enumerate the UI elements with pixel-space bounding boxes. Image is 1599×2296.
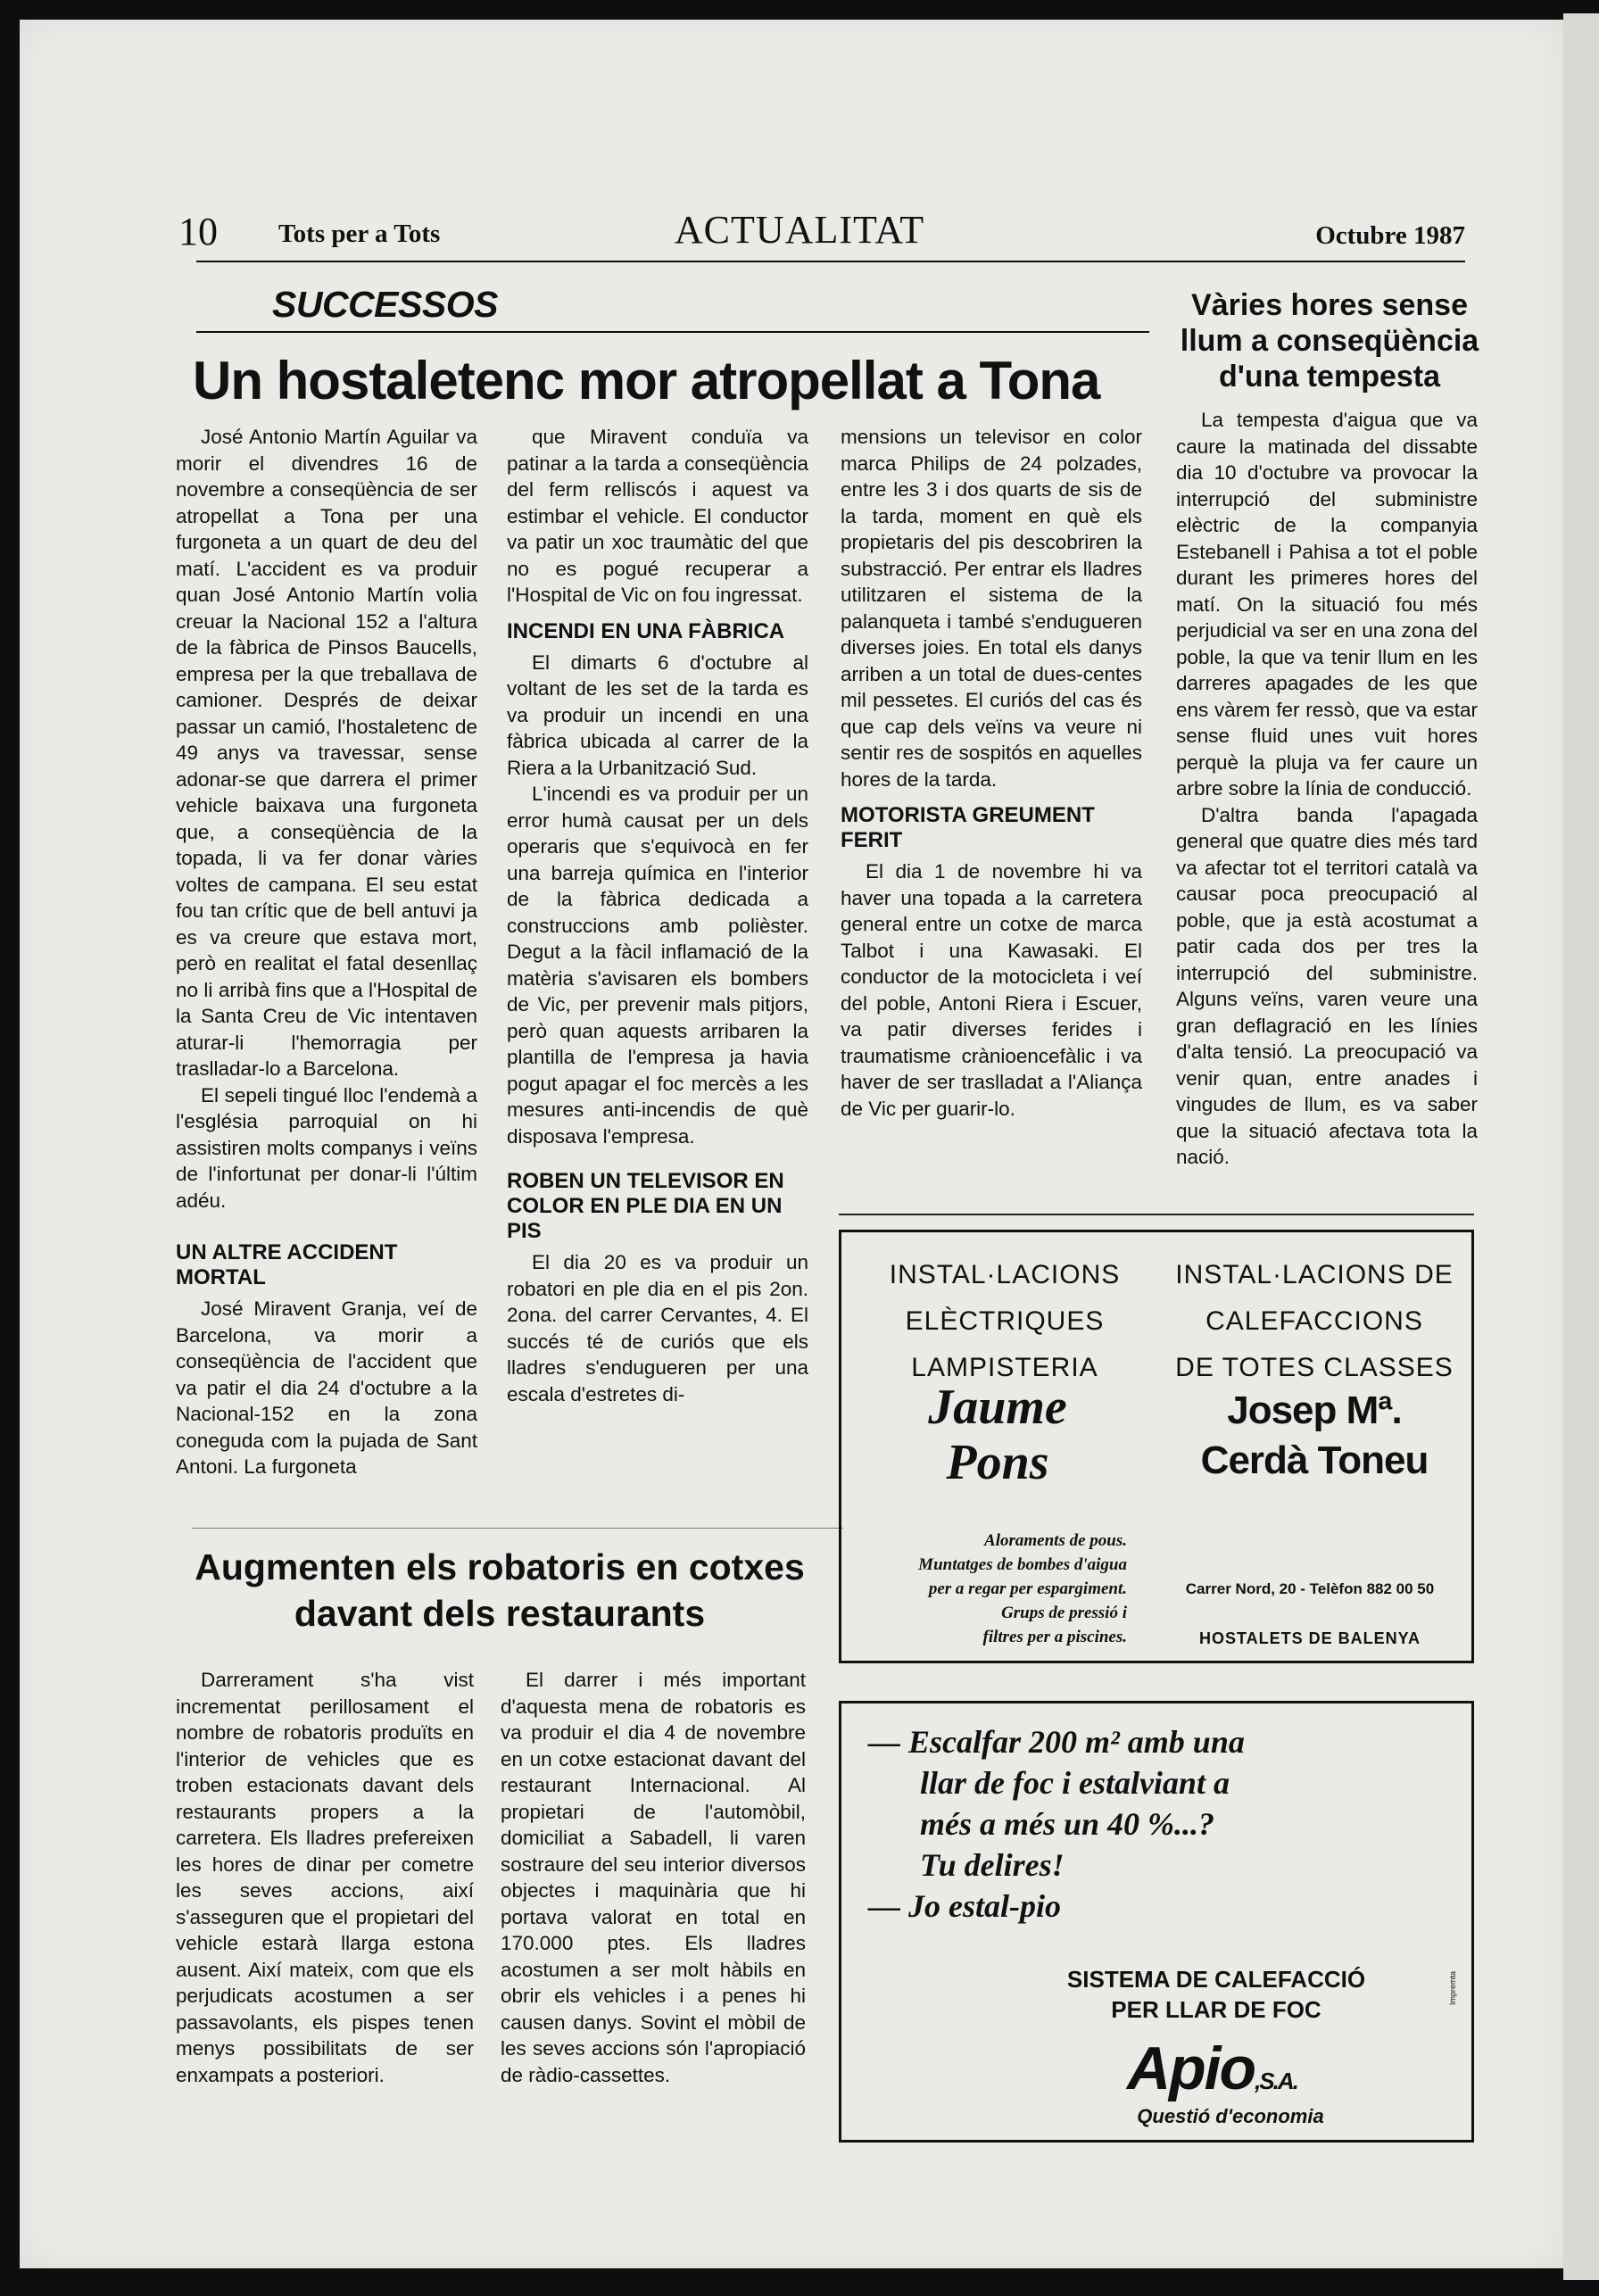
ad-line: Cerdà Toneu <box>1200 1438 1429 1482</box>
paragraph: mensions un televisor en color marca Philips de 24 polzades, entre les 3 i dos quarts de sis de la tarda, moment en què els propietaris del pis descobriren la substracció. Per entrar els lladres utilitzaren el sistema de la palanqueta i també s'endugueren diverses joies. En total els danys arriben a un total de dues-centes mil pessetes. El curiós del cas és que cap dels veïns va veure ni sentir res de sospitós en aquelles hores de la tarda. <box>841 426 1142 791</box>
main-headline: Un hostaletenc mor atropellat a Tona <box>193 351 1100 410</box>
issue-date: Octubre 1987 <box>1315 221 1465 250</box>
ad-line: Josep Mª. <box>1227 1388 1402 1432</box>
ad-services-list <box>850 1529 1127 1649</box>
article-column-2 <box>507 424 808 1407</box>
paragraph: El darrer i més important d'aquesta mena de robatoris es va produir el dia 4 de novembre en un cotxe estacionat davant del restaurant Internacional. Al propietari de l'automòbil, domiciliat a Sabadell, li varen sostraure del seu interior diversos objectes i maquinària que hi portava valorat en total en 170.000 ptes. Els lladres acostumen a ser molt hàbils en obrir els vehicles i a penes hi causen danys. Sovint el mòbil de les seves accions són l'apropiació de ràdio-cassettes. <box>501 1669 806 2086</box>
sidebar-column <box>1176 407 1478 1171</box>
kicker-rule <box>196 331 1149 333</box>
ad-line: Grups de pressió i <box>1001 1604 1127 1622</box>
logo-text: Apio <box>1127 2035 1255 2102</box>
paragraph: El dia 20 es va produir un robatori en ple dia en el pis 2on. 2ona. del carrer Cervantes, 4. El succés té de curiós que els lladres s'endugueren per una escala d'estretes di- <box>507 1251 808 1405</box>
ad-line: — Escalfar 200 m² amb una <box>868 1724 1245 1760</box>
paragraph: El dimarts 6 d'octubre al voltant de les set de la tarda es va produir un incendi en una fàbrica ubicada al carrer de la Riera a la Urbanització Sud. <box>507 651 808 779</box>
paragraph: L'incendi es va produir per un error humà causat per un dels operaris que s'equivocà en fer una barreja química en l'interior de la fàbrica dedicada a construccions amb polièster. Degut a la fàcil inflamació de la matèria s'avisaren els bombers de Vic, per prevenir mals pitjors, però quan aquests arribaren la plantilla de l'empresa ja havia pogut apagar el foc mercès a les mesures anti-incendis de què disposava l'empresa. <box>507 783 808 1148</box>
paragraph: El sepeli tingué lloc l'endemà a l'església parroquial on hi assistiren molts companys i veïns de l'infortunat per donar-li l'últim adéu. <box>176 1083 477 1212</box>
paragraph: Darrerament s'ha vist incrementat perillosament el nombre de robatoris produïts en l'interior de vehicles que es troben estacionats davant dels restaurants propers a la carretera. Els lladres prefereixen les hores de dinar per cometre les seves accions, així s'asseguren que el propietari del vehicle estarà llarga estona ausent. Així mateix, com que els perjudicats acostumen a ser passavolants, els pispes tenen menys possibilitats de ser enxampats a posteriori. <box>176 1669 474 2086</box>
ad-right-services <box>1172 1252 1457 1391</box>
ad-town: HOSTALETS DE BALENYA <box>1198 1629 1421 1647</box>
logo-suffix: ,S.A. <box>1255 2068 1297 2094</box>
section-title: ACTUALITAT <box>674 208 925 252</box>
ad-line: Muntatges de bombes d'aigua <box>918 1555 1127 1574</box>
second-column-2 <box>501 1667 806 2088</box>
publication-name: Tots per a Tots <box>278 220 441 248</box>
header-rule <box>196 261 1465 262</box>
second-headline: Augmenten els robatoris en cotxes davant dels restaurants <box>195 1546 805 1634</box>
ad-line: ELÈCTRIQUES <box>905 1306 1105 1336</box>
ad-line: — Jo estal-pio <box>868 1888 1061 1924</box>
ad-line: INSTAL·LACIONS <box>889 1260 1121 1289</box>
ad-line: Jaume <box>928 1380 1067 1435</box>
section-separator <box>192 1528 843 1529</box>
ad-line: DE TOTES CLASSES <box>1175 1353 1454 1382</box>
sidebar-headline: Vàries hores sense llum a conseqüència d'una tempesta <box>1180 288 1479 394</box>
ad-line: Tu delires! <box>920 1847 1065 1883</box>
page-edge <box>1563 13 1599 2280</box>
paragraph: La tempesta d'aigua que va caure la matinada del dissabte dia 10 d'octubre va provocar la interrupció del subministre elèctric de la companyia Estebanell i Pahisa a tot el poble durant les primeres hores del matí. On la situació fou més perjudicial va ser en una zona del poble, la que va tenir llum en les darreres apagades de les que ens vàrem fer ressò, que va estar sense fluid unes vuit hores perquè la pluja va fer caure un arbre sobre la línia de conducció. <box>1176 409 1478 800</box>
ad-line: Aloraments de pous. <box>984 1531 1127 1550</box>
page-number: 10 <box>178 210 218 253</box>
ad-line: Pons <box>946 1435 1049 1490</box>
ad-pio <box>839 1701 1474 2143</box>
ad-line: SISTEMA DE CALEFACCIÓ <box>1066 1966 1366 1993</box>
paragraph: que Miravent conduïa va patinar a la tarda a conseqüència del ferm relliscós i aquest va estimbar el vehicle. El conductor va patir un xoc traumàtic del que no es pogué recuperar a l'Hospital de Vic on fou ingressat. <box>507 426 808 606</box>
subheading: INCENDI EN UNA FÀBRICA <box>507 618 785 643</box>
subheading: MOTORISTA GREUMENT FERIT <box>841 803 1095 852</box>
ad-top-rule <box>839 1214 1474 1215</box>
second-column-1 <box>176 1667 474 2088</box>
subheading: ROBEN UN TELEVISOR EN COLOR EN PLE DIA EN UN PIS <box>507 1169 784 1243</box>
pio-logo <box>1127 2034 1297 2103</box>
ad-installations <box>839 1230 1474 1663</box>
article-column-3 <box>841 424 1142 1122</box>
paragraph: José Miravent Granja, veí de Barcelona, va morir a conseqüència de l'accident que va patir el dia 24 d'octubre a la Nacional-152 en la zona coneguda com la pujada de Sant Antoni. La furgoneta <box>176 1297 477 1478</box>
paragraph: José Antonio Martín Aguilar va morir el divendres 16 de novembre a conseqüència de ser atropellat a Tona per una furgoneta a un quart de deu del matí. L'accident es va produir quan José Antonio Martín volia creuar la Nacional 152 a l'altura de la fàbrica de Pinsos Baucells, empresa per la que treballava de camioner. Després de deixar passar un camió, l'hostaletenc de 49 anys va travessar, sense adonar-se que darrera el primer vehicle baixava una furgoneta que, a conseqüència de la topada, li va fer donar vàries voltes de campana. El seu estat fou tan crític que de bell antuvi ja es va creure que estava mort, però en realitat el fatal desenllaç no li arribà fins que a l'Hospital de la Santa Creu de Vic intentaven aturar-li l'hemorragia per traslladar-lo a Barcelona. <box>176 426 477 1080</box>
ad-left-services <box>857 1252 1152 1391</box>
ad-tagline: Questió d'economia <box>1137 2105 1324 2127</box>
ad-slogan <box>868 1721 1457 1927</box>
printer-credit: Impremta <box>1448 1971 1457 2006</box>
ad-line: INSTAL·LACIONS DE <box>1175 1260 1454 1289</box>
ad-line: LAMPISTERIA <box>911 1353 1098 1382</box>
subheading: UN ALTRE ACCIDENT MORTAL <box>176 1240 398 1289</box>
ad-line: més a més un 40 %...? <box>920 1806 1215 1842</box>
ad-business-name <box>1181 1386 1448 1486</box>
ad-line: PER LLAR DE FOC <box>1111 1996 1321 2023</box>
ad-line: CALEFACCIONS <box>1205 1306 1423 1336</box>
paragraph: El dia 1 de novembre hi va haver una topada a la carretera general entre un cotxe de marca Talbot i una Kawasaki. El conductor de la motocicleta i veí del poble, Antoni Riera i Escuer, va patir diverses ferides i traumatisme crànioencefàlic i va haver de ser traslladat a l'Aliança de Vic per guarir-lo. <box>841 860 1142 1120</box>
paragraph: D'altra banda l'apagada general que quatre dies més tard va afectar tot el territori català va causar poca preocupació al poble, que ja està acostumat a patir cada dos per tres la interrupció del subministre. Alguns veïns, varen veure una gran deflagració en les línies d'alta tensió. La preocupació va venir quan, entre anades i vingudes de llum, es va saber que la situació afectava tota la nació. <box>1176 803 1478 1168</box>
section-kicker: SUCCESSOS <box>272 284 498 325</box>
ad-line: llar de foc i estalviant a <box>920 1765 1230 1801</box>
ad-system-label <box>1038 1964 1395 2025</box>
ad-script-name <box>868 1380 1127 1490</box>
ad-line: per a regar per espargiment. <box>928 1579 1127 1598</box>
ad-line: filtres per a piscines. <box>982 1628 1127 1646</box>
article-column-1 <box>176 424 477 1480</box>
ad-address: Carrer Nord, 20 - Telèfon 882 00 50 <box>1185 1580 1435 1597</box>
